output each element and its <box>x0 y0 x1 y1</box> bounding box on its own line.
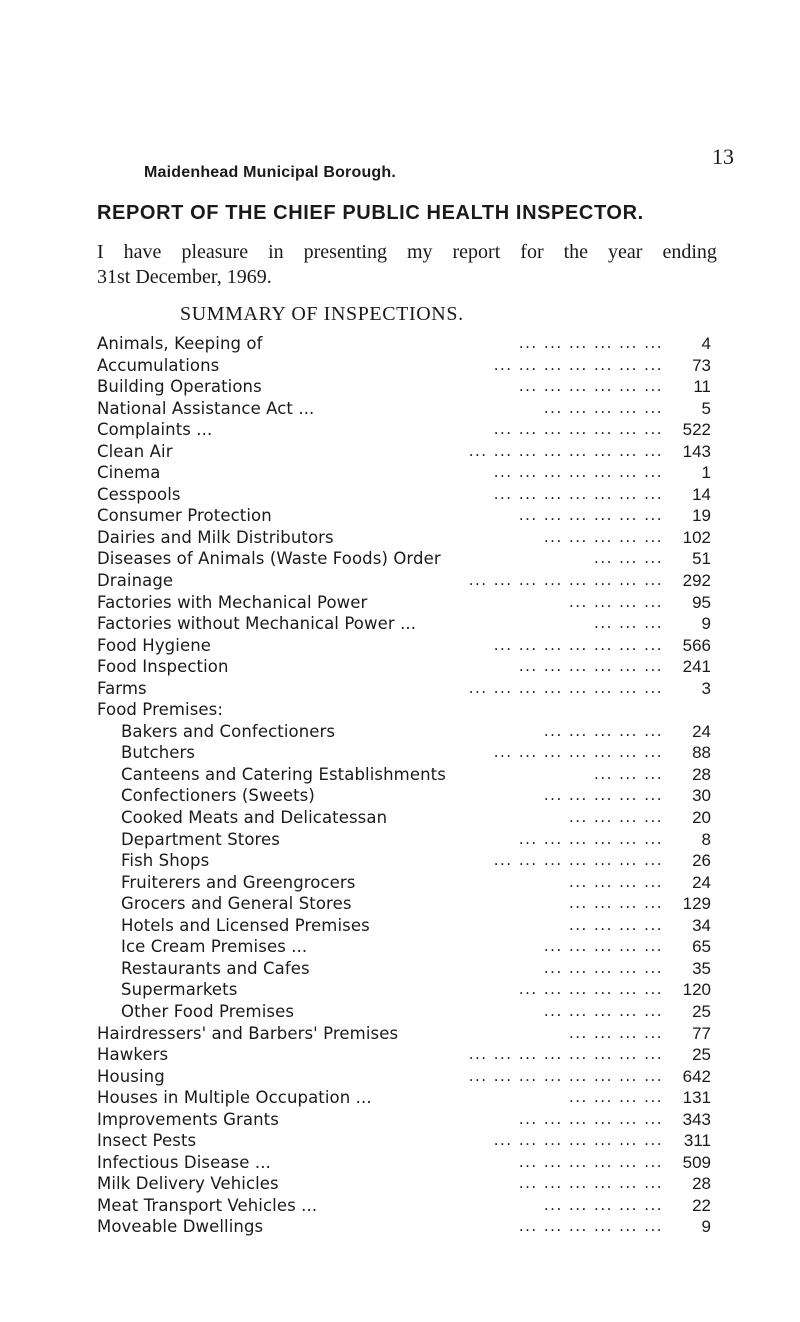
inspection-label: Improvements Grants <box>97 1109 279 1129</box>
inspection-count: 95 <box>692 592 711 612</box>
inspection-count: 11 <box>693 377 711 397</box>
inspection-row <box>97 635 711 657</box>
inspection-count: 642 <box>682 1066 711 1086</box>
inspection-row <box>97 505 711 527</box>
dot-leader: ... ... ... ... ... ... <box>518 1174 663 1193</box>
dot-leader: ... ... ... ... ... ... ... <box>493 463 663 482</box>
dot-leader: ... ... ... ... ... ... <box>518 334 663 352</box>
dot-leader: ... ... ... ... ... ... ... <box>493 635 663 654</box>
inspection-label: Food Inspection <box>97 657 229 677</box>
inspection-count: 5 <box>701 398 711 418</box>
inspection-label: Fish Shops <box>121 851 210 871</box>
inspection-count: 1 <box>701 463 711 483</box>
inspection-row <box>97 592 711 614</box>
dot-leader: ... ... ... <box>594 614 663 633</box>
inspection-row <box>97 1173 711 1195</box>
inspection-count: 35 <box>692 958 711 978</box>
dot-leader: ... ... ... ... ... ... <box>518 1217 663 1236</box>
page-number: 13 <box>712 144 734 169</box>
inspection-count: 143 <box>682 441 711 461</box>
inspection-count: 88 <box>692 743 711 763</box>
inspection-label: Consumer Protection <box>97 506 272 526</box>
dot-leader: ... ... ... ... ... ... <box>518 980 663 999</box>
inspection-row <box>97 742 711 764</box>
inspection-row <box>97 915 711 937</box>
dot-leader: ... ... ... ... ... ... <box>518 377 663 396</box>
inspection-row <box>97 548 711 570</box>
inspection-row <box>97 613 711 635</box>
dot-leader: ... ... ... ... ... ... ... <box>493 420 663 439</box>
report-title: REPORT OF THE CHIEF PUBLIC HEALTH INSPECTOR. <box>97 202 644 224</box>
inspection-label: Complaints ... <box>97 420 213 440</box>
inspection-count: 241 <box>682 657 711 677</box>
inspection-row <box>97 1216 711 1238</box>
inspection-label: Dairies and Milk Distributors <box>97 527 334 547</box>
inspection-label: Restaurants and Cafes <box>121 958 310 978</box>
inspection-row <box>97 441 711 463</box>
inspection-label: Infectious Disease ... <box>97 1152 271 1172</box>
inspection-row <box>97 764 711 786</box>
inspection-row <box>97 936 711 958</box>
intro-word: for <box>520 241 544 263</box>
dot-leader: ... ... ... ... ... ... ... ... <box>468 1045 663 1064</box>
inspection-count: 311 <box>683 1131 711 1151</box>
inspection-label: Butchers <box>121 743 196 763</box>
inspection-count: 102 <box>682 527 711 547</box>
inspection-count: 28 <box>692 764 711 784</box>
intro-word: year <box>608 241 643 263</box>
inspection-label: Building Operations <box>97 377 262 397</box>
dot-leader: ... ... ... ... ... ... ... ... <box>468 441 663 460</box>
dot-leader: ... ... ... ... <box>568 894 663 913</box>
dot-leader: ... ... ... ... <box>568 1088 663 1107</box>
inspection-label: Ice Cream Premises ... <box>121 937 308 957</box>
inspection-count: 25 <box>692 1045 711 1065</box>
inspection-label: Farms <box>97 678 147 698</box>
dot-leader: ... ... ... ... ... <box>543 937 663 956</box>
inspection-label: Hotels and Licensed Premises <box>121 915 370 935</box>
inspection-row <box>97 829 711 851</box>
intro-word: report <box>452 241 501 263</box>
dot-leader: ... ... ... ... ... <box>543 398 663 417</box>
inspection-label: Meat Transport Vehicles ... <box>97 1195 318 1215</box>
inspection-count: 14 <box>692 484 711 504</box>
inspection-row <box>97 570 711 592</box>
inspection-label: Department Stores <box>121 829 280 849</box>
inspection-count: 292 <box>682 571 711 591</box>
inspection-count: 522 <box>682 420 711 440</box>
dot-leader: ... ... ... ... ... ... <box>518 829 663 848</box>
dot-leader: ... ... ... ... ... <box>543 786 663 805</box>
inspection-label: Clean Air <box>97 441 173 461</box>
inspection-row <box>97 333 711 355</box>
inspection-count: 24 <box>692 872 711 892</box>
dot-leader: ... ... ... ... <box>568 1023 663 1042</box>
inspection-row <box>97 1066 711 1088</box>
dot-leader: ... ... ... ... ... ... <box>518 1152 663 1171</box>
inspection-count: 34 <box>692 915 711 935</box>
dot-leader: ... ... ... ... ... <box>543 1195 663 1214</box>
inspection-row <box>97 462 711 484</box>
inspection-count: 20 <box>692 808 711 828</box>
dot-leader: ... ... ... ... ... <box>543 958 663 977</box>
dot-leader: ... ... ... ... <box>568 915 663 934</box>
inspection-row <box>97 1195 711 1217</box>
inspection-label: Drainage <box>97 571 174 591</box>
dot-leader: ... ... ... ... ... ... ... <box>493 851 663 870</box>
inspection-count: 9 <box>701 614 711 634</box>
inspection-row <box>97 785 711 807</box>
inspection-row <box>97 398 711 420</box>
intro-word: have <box>123 241 162 263</box>
inspection-label: Fruiterers and Greengrocers <box>121 872 356 892</box>
inspection-label: Canteens and Catering Establishments <box>121 764 446 784</box>
inspection-label: Other Food Premises <box>121 1001 295 1021</box>
inspection-label: Grocers and General Stores <box>121 894 352 914</box>
inspection-label: Food Premises: <box>97 700 224 720</box>
dot-leader: ... ... ... ... ... ... ... <box>493 1131 663 1150</box>
inspection-count: 343 <box>682 1109 711 1129</box>
inspection-label: Food Hygiene <box>97 635 212 655</box>
dot-leader: ... ... ... ... <box>568 872 663 891</box>
inspection-row <box>97 699 711 721</box>
inspection-count: 25 <box>692 1001 711 1021</box>
intro-word: I <box>97 241 104 263</box>
inspection-count: 131 <box>682 1088 711 1108</box>
dot-leader: ... ... ... ... ... ... ... ... <box>468 1066 663 1085</box>
inspection-label: Animals, Keeping of <box>97 334 263 353</box>
inspection-row <box>97 1152 711 1174</box>
inspection-row <box>97 721 711 743</box>
inspection-count: 51 <box>692 549 711 569</box>
inspection-label: Cinema <box>97 463 161 483</box>
dot-leader: ... ... ... ... ... ... ... <box>493 743 663 762</box>
summary-heading: SUMMARY OF INSPECTIONS. <box>180 303 464 325</box>
dot-leader: ... ... ... ... ... ... <box>518 1109 663 1128</box>
inspection-row <box>97 678 711 700</box>
inspection-label: Cesspools <box>97 484 181 504</box>
intro-line-1 <box>97 240 717 265</box>
inspection-count: 26 <box>692 851 711 871</box>
inspection-label: Houses in Multiple Occupation ... <box>97 1088 372 1108</box>
dot-leader: ... ... ... ... ... <box>543 721 663 740</box>
inspection-row <box>97 1023 711 1045</box>
inspection-count: 19 <box>692 506 711 526</box>
dot-leader: ... ... ... <box>594 764 663 783</box>
inspection-label: Insect Pests <box>97 1131 197 1151</box>
dot-leader: ... ... ... ... ... ... ... <box>493 484 663 503</box>
inspection-count: 65 <box>692 937 711 957</box>
inspection-label: Hairdressers' and Barbers' Premises <box>97 1023 399 1043</box>
inspection-count: 28 <box>692 1174 711 1194</box>
inspection-row <box>97 807 711 829</box>
inspection-count: 24 <box>692 721 711 741</box>
inspection-row <box>97 1044 711 1066</box>
dot-leader: ... ... ... ... <box>568 808 663 827</box>
inspection-count: 30 <box>692 786 711 806</box>
intro-paragraph <box>97 240 717 290</box>
inspection-count: 4 <box>701 334 711 353</box>
intro-line-2: 31st December, 1969. <box>97 266 272 288</box>
inspection-row <box>97 355 711 377</box>
borough-heading: Maidenhead Municipal Borough. <box>144 164 397 181</box>
intro-word: pleasure <box>181 241 249 263</box>
inspection-row <box>97 1087 711 1109</box>
inspection-row <box>97 527 711 549</box>
dot-leader: ... ... ... ... ... <box>543 1001 663 1020</box>
inspection-label: Accumulations <box>97 355 220 375</box>
inspection-label: Moveable Dwellings <box>97 1217 264 1237</box>
inspection-row <box>97 850 711 872</box>
inspection-count: 77 <box>692 1023 711 1043</box>
inspection-row <box>97 376 711 398</box>
dot-leader: ... ... ... ... ... <box>543 527 663 546</box>
inspection-label: Cooked Meats and Delicatessan <box>121 808 388 828</box>
inspection-row <box>97 1130 711 1152</box>
intro-word: presenting <box>303 241 387 263</box>
inspection-count: 22 <box>692 1195 711 1215</box>
intro-word: in <box>268 241 284 263</box>
inspection-count: 9 <box>701 1217 711 1237</box>
inspection-count: 120 <box>682 980 711 1000</box>
inspection-count: 566 <box>682 635 711 655</box>
inspection-count: 129 <box>682 894 711 914</box>
dot-leader: ... ... ... ... <box>568 592 663 611</box>
inspection-count: 3 <box>701 678 711 698</box>
inspection-label: Factories with Mechanical Power <box>97 592 368 612</box>
dot-leader: ... ... ... <box>594 549 663 568</box>
inspection-label: Hawkers <box>97 1045 169 1065</box>
inspection-count: 8 <box>701 829 711 849</box>
inspection-row <box>97 958 711 980</box>
inspection-row <box>97 979 711 1001</box>
intro-word: my <box>406 241 433 263</box>
intro-word: the <box>563 241 589 263</box>
inspection-label: Housing <box>97 1066 165 1086</box>
inspection-row <box>97 419 711 441</box>
inspection-row <box>97 893 711 915</box>
inspection-row <box>97 484 711 506</box>
inspection-row <box>97 872 711 894</box>
inspection-label: Confectioners (Sweets) <box>121 786 315 806</box>
inspection-label: Bakers and Confectioners <box>121 721 336 741</box>
inspections-list <box>97 333 711 1238</box>
inspection-label: Supermarkets <box>121 980 238 1000</box>
dot-leader: ... ... ... ... ... ... <box>518 506 663 525</box>
dot-leader: ... ... ... ... ... ... <box>518 657 663 676</box>
inspection-row <box>97 1109 711 1131</box>
inspection-count: 73 <box>692 355 711 375</box>
inspection-label: Milk Delivery Vehicles <box>97 1174 279 1194</box>
inspection-label: Factories without Mechanical Power ... <box>97 614 417 634</box>
inspection-count: 509 <box>682 1152 711 1172</box>
intro-word: ending <box>662 241 717 263</box>
dot-leader: ... ... ... ... ... ... ... <box>493 355 663 374</box>
inspection-label: Diseases of Animals (Waste Foods) Order <box>97 549 441 569</box>
inspection-row <box>97 1001 711 1023</box>
dot-leader: ... ... ... ... ... ... ... ... <box>468 678 663 697</box>
inspection-row <box>97 656 711 678</box>
dot-leader: ... ... ... ... ... ... ... ... <box>468 571 663 590</box>
inspection-label: National Assistance Act ... <box>97 398 315 418</box>
